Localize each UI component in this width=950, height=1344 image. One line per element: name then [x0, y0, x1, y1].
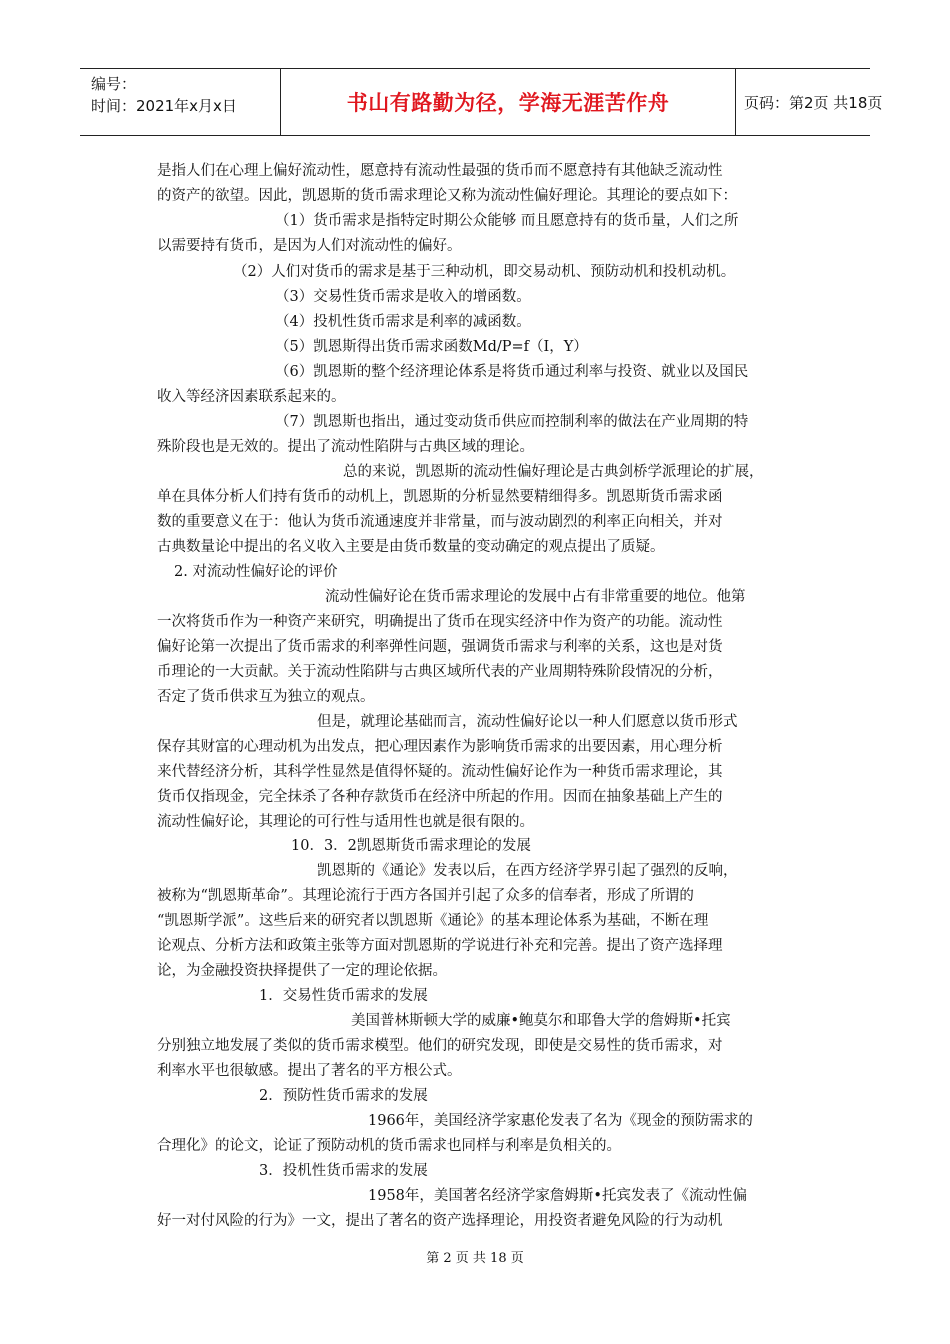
- text-line: 来代替经济分析，其科学性显然是值得怀疑的。流动性偏好论作为一种货币需求理论，其: [157, 764, 723, 780]
- header-motto: 书山有路勤为径，学海无涯苦作舟: [346, 91, 670, 115]
- text-line: 货币仅指现金，完全抹杀了各种存款货币在经济中所起的作用。因而在抽象基础上产生的: [157, 789, 723, 805]
- text-line: 合理化》的论文，论证了预防动机的货币需求也同样与利率是负相关的。: [157, 1138, 621, 1154]
- text-line: 偏好论第一次提出了货币需求的利率弹性问题，强调货币需求与利率的关系，这也是对货: [157, 639, 723, 655]
- text-line: （2）人们对货币的需求是基于三种动机，即交易动机、预防动机和投机动机。: [233, 264, 736, 280]
- page-footer: 第 2 页 共 18 页: [426, 1251, 524, 1266]
- date-label: 时间：2021年x月x日: [91, 97, 237, 115]
- text-line: 1958年，美国著名经济学家詹姆斯•托宾发表了《流动性偏: [368, 1188, 747, 1204]
- text-line: 流动性偏好论在货币需求理论的发展中占有非常重要的地位。他第: [325, 589, 746, 605]
- text-line: （6）凯恩斯的整个经济理论体系是将货币通过利率与投资、就业以及国民: [275, 364, 749, 380]
- text-line: （3）交易性货币需求是收入的增函数。: [275, 289, 531, 305]
- text-line: 被称为“凯恩斯革命”。其理论流行于西方各国并引起了众多的信奉者，形成了所谓的: [157, 888, 694, 904]
- text-line: 的资产的欲望。因此，凯恩斯的货币需求理论又称为流动性偏好理论。其理论的要点如下：: [157, 188, 737, 204]
- page-header: [80, 68, 883, 136]
- section-heading: 2. 对流动性偏好论的评价: [174, 564, 338, 580]
- text-line: （4）投机性货币需求是利率的减函数。: [275, 314, 531, 330]
- section-heading: 3．投机性货币需求的发展: [259, 1163, 428, 1179]
- code-label: 编号：: [91, 75, 137, 93]
- section-heading: 1．交易性货币需求的发展: [259, 988, 428, 1004]
- section-heading: 2．预防性货币需求的发展: [259, 1088, 428, 1104]
- text-line: 保存其财富的心理动机为出发点，把心理因素作为影响货币需求的出要因素，用心理分析: [157, 739, 723, 755]
- text-line: 分别独立地发展了类似的货币需求模型。他们的研究发现，即使是交易性的货币需求，对: [157, 1038, 723, 1054]
- header-meta: [80, 69, 281, 135]
- text-line: 一次将货币作为一种资产来研究，明确提出了货币在现实经济中作为资产的功能。流动性: [157, 614, 723, 630]
- text-line: 总的来说，凯恩斯的流动性偏好理论是古典剑桥学派理论的扩展，: [343, 464, 764, 480]
- text-line: 以需要持有货币，是因为人们对流动性的偏好。: [157, 238, 462, 254]
- text-line: （5）凯恩斯得出货币需求函数Md/P=f（I，Y）: [275, 339, 588, 355]
- text-line: 殊阶段也是无效的。提出了流动性陷阱与古典区域的理论。: [157, 439, 534, 455]
- header-page-cell: [736, 69, 883, 135]
- header-page-number: 页码：第2页 共18页: [744, 93, 883, 112]
- text-line: 数的重要意义在于：他认为货币流通速度并非常量，而与波动剧烈的利率正向相关，并对: [157, 514, 723, 530]
- text-line: 流动性偏好论，其理论的可行性与适用性也就是很有限的。: [157, 814, 534, 830]
- section-heading: 10．3．2凯恩斯货币需求理论的发展: [291, 838, 531, 854]
- text-line: 是指人们在心理上偏好流动性，愿意持有流动性最强的货币而不愿意持有其他缺乏流动性: [157, 163, 723, 179]
- header-motto-cell: [281, 69, 736, 135]
- text-line: 美国普林斯顿大学的威廉•鲍莫尔和耶鲁大学的詹姆斯•托宾: [351, 1013, 731, 1029]
- text-line: 好一对付风险的行为》一文，提出了著名的资产选择理论，用投资者避免风险的行为动机: [157, 1213, 723, 1229]
- text-line: （7）凯恩斯也指出，通过变动货币供应而控制利率的做法在产业周期的特: [275, 414, 749, 430]
- text-line: 论，为金融投资抉择提供了一定的理论依据。: [157, 963, 447, 979]
- text-line: 但是，就理论基础而言，流动性偏好论以一种人们愿意以货币形式: [317, 714, 738, 730]
- text-line: 单在具体分析人们持有货币的动机上，凯恩斯的分析显然要精细得多。凯恩斯货币需求函: [157, 489, 723, 505]
- text-line: 古典数量论中提出的名义收入主要是由货币数量的变动确定的观点提出了质疑。: [157, 539, 665, 555]
- text-line: 币理论的一大贡献。关于流动性陷阱与古典区域所代表的产业周期特殊阶段情况的分析，: [157, 664, 723, 680]
- text-line: （1）货币需求是指特定时期公众能够 而且愿意持有的货币量，人们之所: [275, 213, 739, 229]
- text-line: 1966年，美国经济学家惠伦发表了名为《现金的预防需求的: [368, 1113, 753, 1129]
- text-line: 否定了货币供求互为独立的观点。: [157, 689, 375, 705]
- text-line: 利率水平也很敏感。提出了著名的平方根公式。: [157, 1063, 462, 1079]
- text-line: 凯恩斯的《通论》发表以后，在西方经济学界引起了强烈的反响，: [317, 863, 738, 879]
- text-line: 论观点、分析方法和政策主张等方面对凯恩斯的学说进行补充和完善。提出了资产选择理: [157, 938, 723, 954]
- text-line: “凯恩斯学派”。这些后来的研究者以凯恩斯《通论》的基本理论体系为基础，不断在理: [157, 913, 709, 929]
- text-line: 收入等经济因素联系起来的。: [157, 389, 346, 405]
